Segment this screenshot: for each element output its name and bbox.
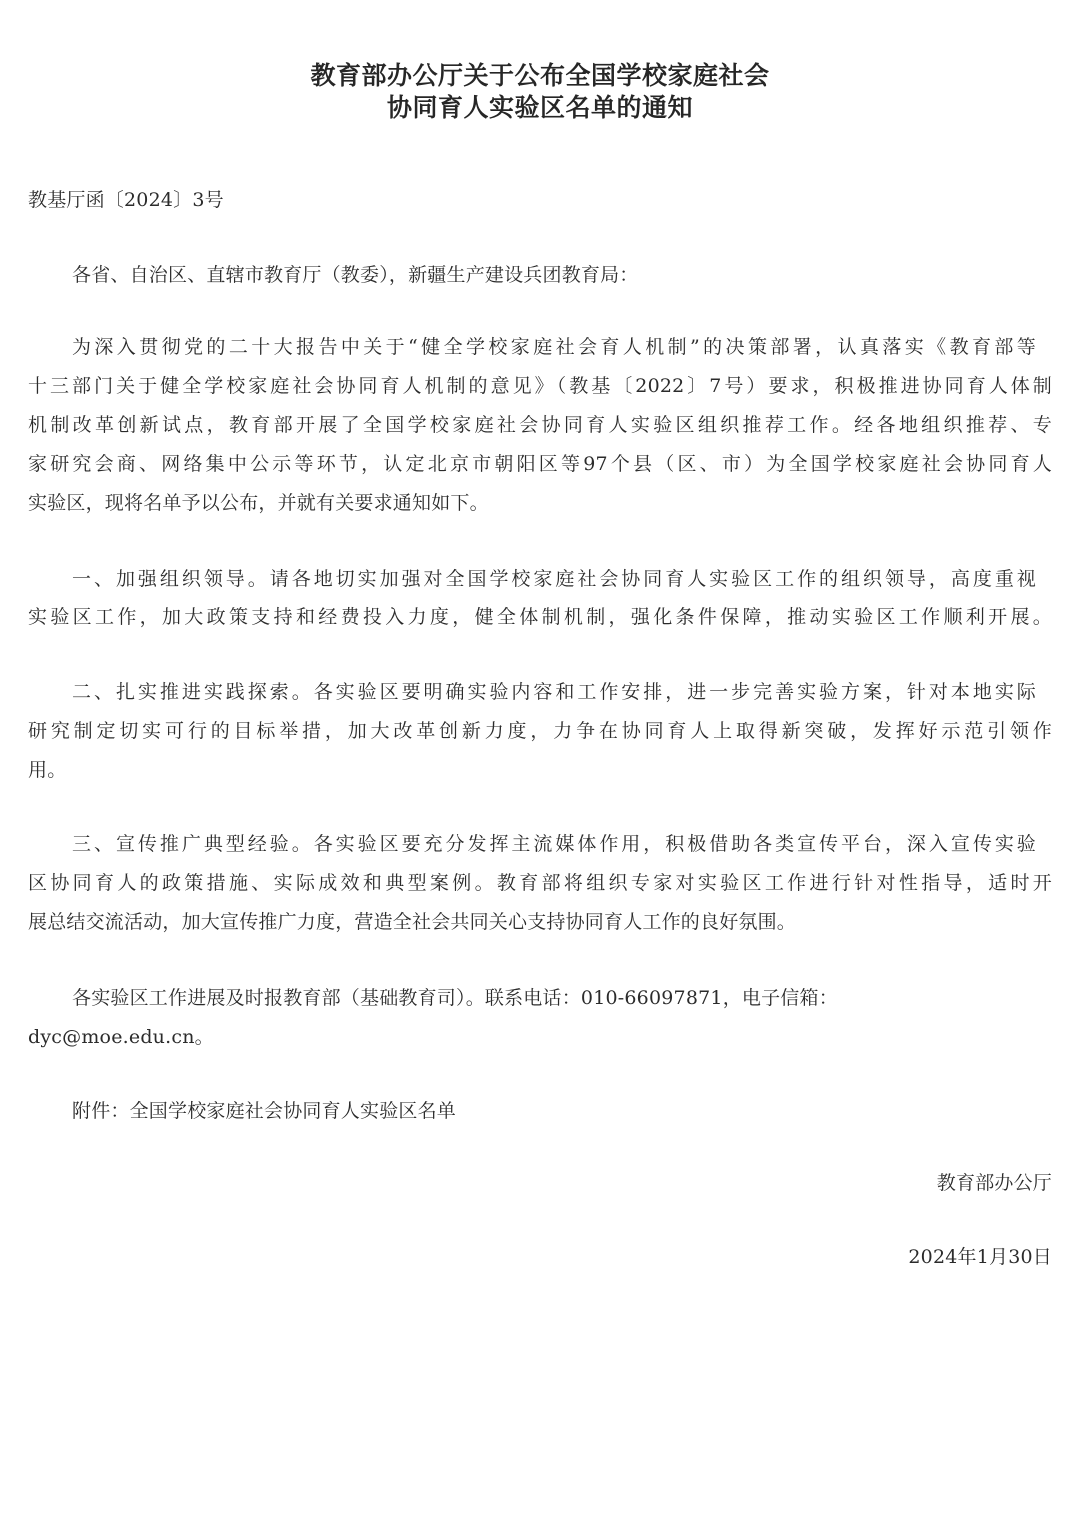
item3-line-2: 区协同育人的政策措施、实际成效和典型案例。教育部将组织专家对实验区工作进行针对性指导，适时开 (28, 872, 1052, 894)
item2-line-2: 研究制定切实可行的目标举措，加大改革创新力度，力争在协同育人上取得新突破，发挥好示范引领作 (28, 720, 1052, 742)
document-title-line-1: 教育部办公厅关于公布全国学校家庭社会 (310, 61, 770, 90)
contact-line-1: 各实验区工作进展及时报教育部（基础教育司）。联系电话：010-66097871，电子信箱： (72, 987, 838, 1009)
item2-line-3: 用。 (28, 759, 67, 781)
attachment-note: 附件：全国学校家庭社会协同育人实验区名单 (72, 1100, 457, 1122)
intro-line-4: 家研究会商、网络集中公示等环节，认定北京市朝阳区等97个县（区、市）为全国学校家庭社会协同育人 (28, 453, 1052, 475)
item1-line-2: 实验区工作，加大政策支持和经费投入力度，健全体制机制，强化条件保障，推动实验区工作顺利开展。 (28, 606, 1052, 628)
item1-line-1: 一、加强组织领导。请各地切实加强对全国学校家庭社会协同育人实验区工作的组织领导，高度重视 (72, 568, 1036, 590)
addressee: 各省、自治区、直辖市教育厅（教委），新疆生产建设兵团教育局： (72, 264, 639, 286)
issuer: 教育部办公厅 (936, 1172, 1052, 1194)
intro-line-3: 机制改革创新试点，教育部开展了全国学校家庭社会协同育人实验区组织推荐工作。经各地组织推荐、专 (28, 414, 1052, 436)
document-title-line-2: 协同育人实验区名单的通知 (386, 93, 693, 122)
document-number: 教基厅函〔2024〕3号 (28, 189, 224, 211)
intro-line-5: 实验区，现将名单予以公布，并就有关要求通知如下。 (28, 492, 489, 514)
issue-date: 2024年1月30日 (908, 1246, 1052, 1268)
item3-line-3: 展总结交流活动，加大宣传推广力度，营造全社会共同关心支持协同育人工作的良好氛围。 (28, 911, 797, 933)
item3-line-1: 三、宣传推广典型经验。各实验区要充分发挥主流媒体作用，积极借助各类宣传平台，深入宣传实验 (72, 833, 1036, 855)
intro-line-2: 十三部门关于健全学校家庭社会协同育人机制的意见》（教基〔2022〕7号）要求，积极推进协同育人体制 (28, 375, 1052, 397)
contact-email-line: dyc@moe.edu.cn。 (28, 1026, 214, 1048)
item2-line-1: 二、扎实推进实践探索。各实验区要明确实验内容和工作安排，进一步完善实验方案，针对本地实际 (72, 681, 1036, 703)
intro-line-1: 为深入贯彻党的二十大报告中关于“健全学校家庭社会育人机制”的决策部署，认真落实《教育部等 (72, 336, 1036, 358)
